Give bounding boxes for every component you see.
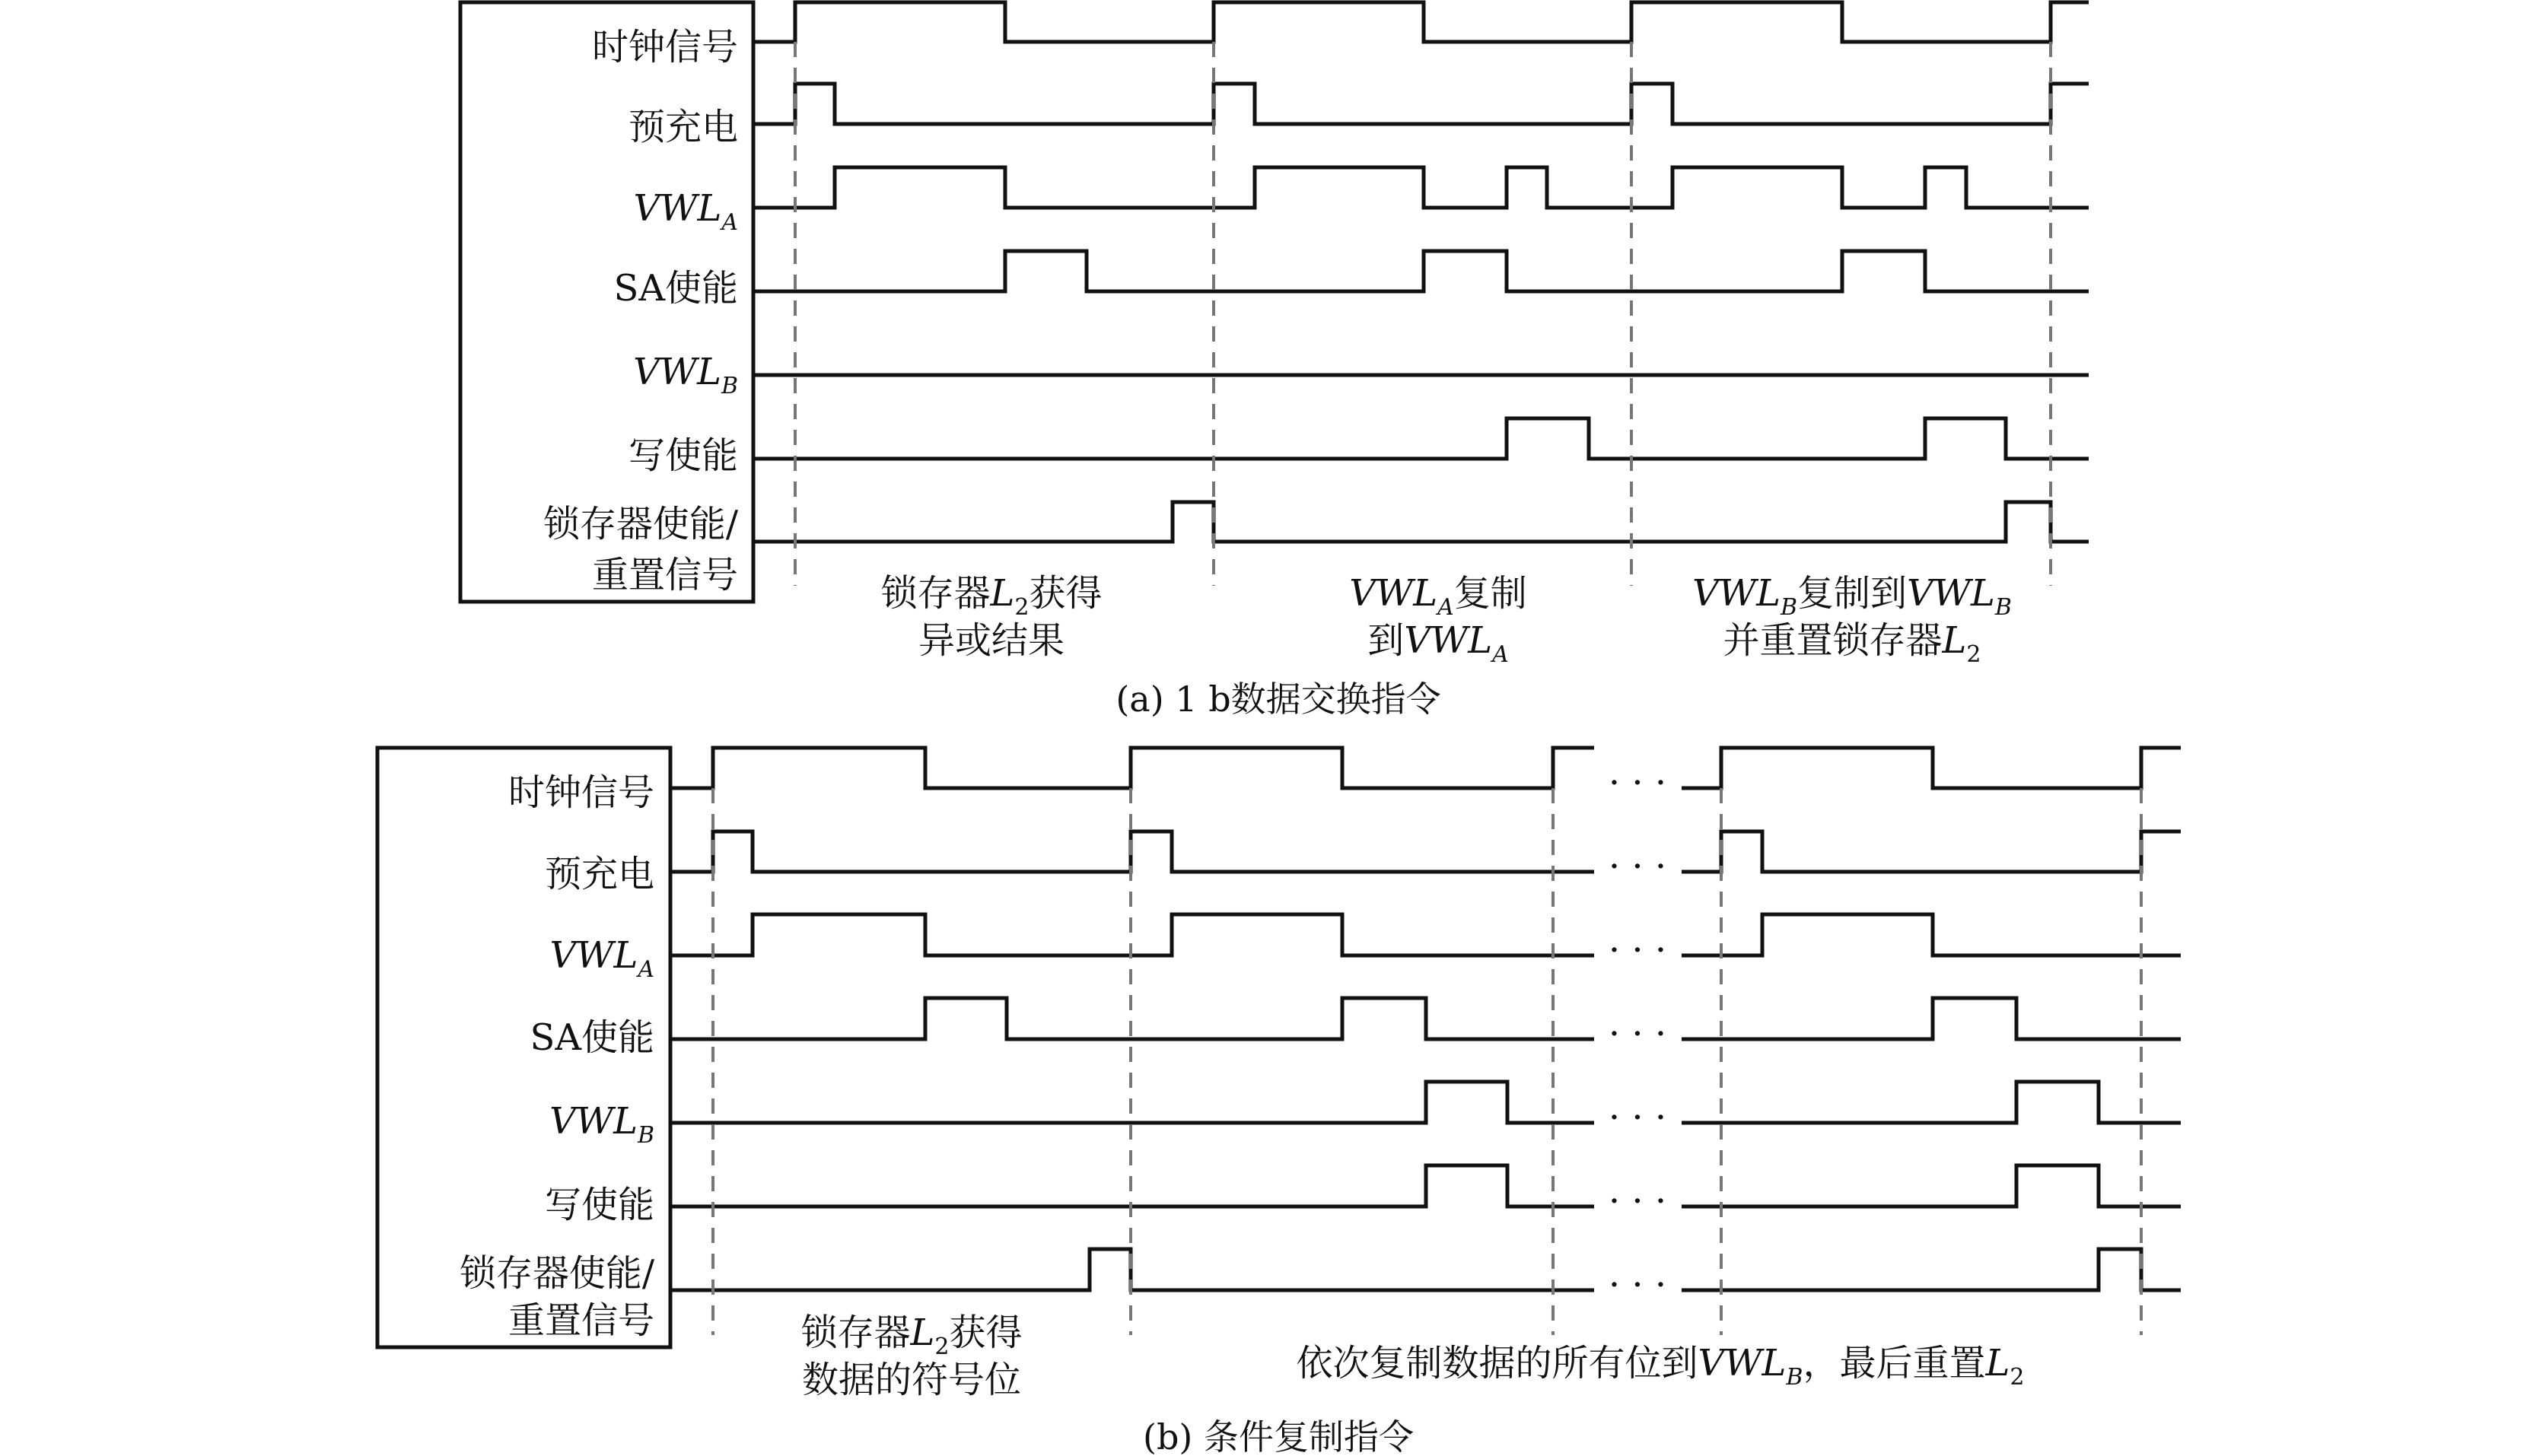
ellipsis: · · · <box>1608 1096 1667 1139</box>
waveform-vwla <box>1682 914 2181 955</box>
waveform-vwla <box>753 167 2089 208</box>
ellipsis: · · · <box>1608 929 1667 971</box>
phase-label-sign-bit-line2: 数据的符号位 <box>801 1359 1022 1401</box>
signal-label-latch-reset: 重置信号 <box>508 1299 654 1342</box>
phase-label-latch-xor-line1: 锁存器$L_2$获得 <box>880 572 1103 621</box>
ellipsis: · · · <box>1608 845 1667 888</box>
panel-b-caption: (b) 条件复制指令 <box>1143 1416 1414 1456</box>
waveform-sa-enable <box>753 251 2089 291</box>
phase-label-copy-all-bits: 依次复制数据的所有位到$VWL_B$，最后重置$L_2$ <box>1296 1342 2025 1391</box>
signal-label-vwla: $VWL_A$ <box>633 187 738 236</box>
panel-a-data-swap <box>460 2 2089 720</box>
signal-label-write-enable: 写使能 <box>628 434 738 477</box>
waveform-vwlb <box>1682 1082 2181 1123</box>
phase-label-copy-vwla-line1: $VWL_A$复制 <box>1349 572 1527 621</box>
signal-label-latch: 锁存器使能/ <box>459 1252 654 1295</box>
waveform-clock <box>1682 748 2181 788</box>
ellipsis: · · · <box>1608 1013 1667 1055</box>
waveform-latch <box>753 502 2089 542</box>
signal-label-precharge: 预充电 <box>628 106 738 148</box>
ellipsis: · · · <box>1608 1264 1667 1306</box>
phase-label-latch-xor-line2: 异或结果 <box>918 619 1065 662</box>
signal-label-sa-enable: SA使能 <box>530 1016 654 1059</box>
waveform-latch <box>1682 1249 2181 1290</box>
phase-label-sign-bit-line1: 锁存器$L_2$获得 <box>800 1311 1023 1360</box>
waveform-precharge <box>753 84 2089 124</box>
waveform-precharge <box>1682 831 2181 872</box>
signal-label-latch-reset: 重置信号 <box>591 554 738 596</box>
waveform-clock <box>753 2 2089 42</box>
waveform-write-enable <box>753 418 2089 459</box>
panel-b-conditional-copy <box>377 748 2181 1456</box>
waveform-clock <box>670 748 1594 788</box>
signal-label-vwlb: $VWL_B$ <box>549 1100 654 1149</box>
ellipsis: · · · <box>1608 761 1667 804</box>
signal-label-sa-enable: SA使能 <box>613 267 738 310</box>
waveform-write-enable <box>1682 1165 2181 1206</box>
phase-label-copy-vwlb-line2: 并重置锁存器$L_2$ <box>1723 619 1981 668</box>
signal-label-clock: 时钟信号 <box>508 771 654 814</box>
waveform-sa-enable <box>1682 998 2181 1039</box>
signal-label-latch: 锁存器使能/ <box>543 503 738 545</box>
signal-label-write-enable: 写使能 <box>544 1184 654 1226</box>
signal-label-clock: 时钟信号 <box>591 26 738 68</box>
signal-label-vwlb: $VWL_B$ <box>633 351 738 399</box>
phase-label-copy-vwla-line2: 到$VWL_A$ <box>1367 619 1509 668</box>
signal-label-vwla: $VWL_A$ <box>549 934 654 983</box>
panel-a-caption: (a) 1 b数据交换指令 <box>1115 679 1441 720</box>
ellipsis: · · · <box>1608 1180 1667 1222</box>
signal-label-precharge: 预充电 <box>544 853 654 895</box>
phase-label-copy-vwlb-line1: $VWL_B$复制到$VWL_B$ <box>1692 572 2012 621</box>
